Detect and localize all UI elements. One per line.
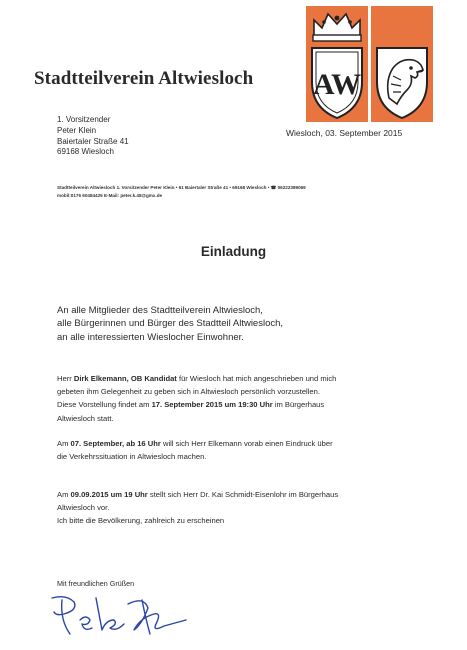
crown-aw-crest-icon <box>306 6 368 122</box>
sender-name: Peter Klein <box>57 125 97 135</box>
letter-date: Wiesloch, 03. September 2015 <box>286 128 403 138</box>
paragraph-line: Ich bitte die Bevölkerung, zahlreich zu erscheinen <box>57 516 225 526</box>
paragraph-second-candidate <box>57 488 417 528</box>
paragraph-line: Am 09.09.2015 um 19 Uhr stellt sich Herr Dr. Kai Schmidt-Eisenlohr im Bürgerhaus <box>57 490 339 499</box>
sender-block <box>57 115 129 158</box>
paragraph-line: Am 07. September, ab 16 Uhr will sich Herr Elkemann vorab einen Eindruck über <box>57 439 333 448</box>
candidate-name: Dirk Elkemann, OB Kandidat <box>73 374 177 383</box>
addressee-block <box>57 304 283 344</box>
letter-title: Einladung <box>200 244 267 259</box>
sender-imprint <box>57 184 306 199</box>
eagle-crest-icon <box>371 6 433 122</box>
paragraph-line: Altwiesloch statt. <box>57 413 114 423</box>
sender-street: Baiertaler Straße 41 <box>57 136 129 146</box>
traffic-date: 07. September, ab 16 Uhr <box>70 439 161 448</box>
address-line-2: alle Bürgerinnen und Bürger des Stadtteil Altwiesloch, <box>57 318 284 330</box>
paragraph-line: gebeten ihm Gelegenheit zu geben sich in Altwiesloch persönlich vorzustellen. <box>57 387 320 397</box>
paragraph-line: Herr Dirk Elkemann, OB Kandidat für Wiesloch hat mich angeschrieben und mich <box>57 374 337 383</box>
event-date: 17. September 2015 um 19:30 Uhr <box>151 400 273 410</box>
paragraph-line: die Verkehrssituation in Altwiesloch machen. <box>57 452 207 462</box>
paragraph-invitation <box>57 372 417 425</box>
sender-city: 69168 Wiesloch <box>57 147 114 157</box>
address-line-1: An alle Mitglieder des Stadtteilverein Altwiesloch, <box>57 305 263 316</box>
imprint-line-1: Stadtteilverein Altwiesloch 1. Vorsitzender Peter Klein • 61 Baiertaler Straße 41 • 69168 Wiesloch • ☎ 06222389069 <box>57 185 306 190</box>
paragraph-traffic <box>57 437 417 463</box>
club-name: Stadtteilverein Altwiesloch <box>34 68 254 89</box>
sender-role: 1. Vorsitzender <box>57 115 111 124</box>
handwritten-signature-icon <box>44 590 194 650</box>
crest-letters: AW <box>312 68 362 101</box>
paragraph-line: Altwiesloch vor. <box>57 503 110 513</box>
closing-greeting: Mit freundlichen Grüßen <box>57 579 135 588</box>
address-line-3: an alle interessierten Wieslocher Einwohner. <box>57 331 244 343</box>
paragraph-line: Diese Vorstellung findet am 17. September 2015 um 19:30 Uhr im Bürgerhaus <box>57 400 325 410</box>
imprint-line-2: mobil:0176 60484425 E-Mail: peter.k.48@gmx.de <box>57 192 163 198</box>
second-event-date: 09.09.2015 um 19 Uhr <box>70 490 148 499</box>
